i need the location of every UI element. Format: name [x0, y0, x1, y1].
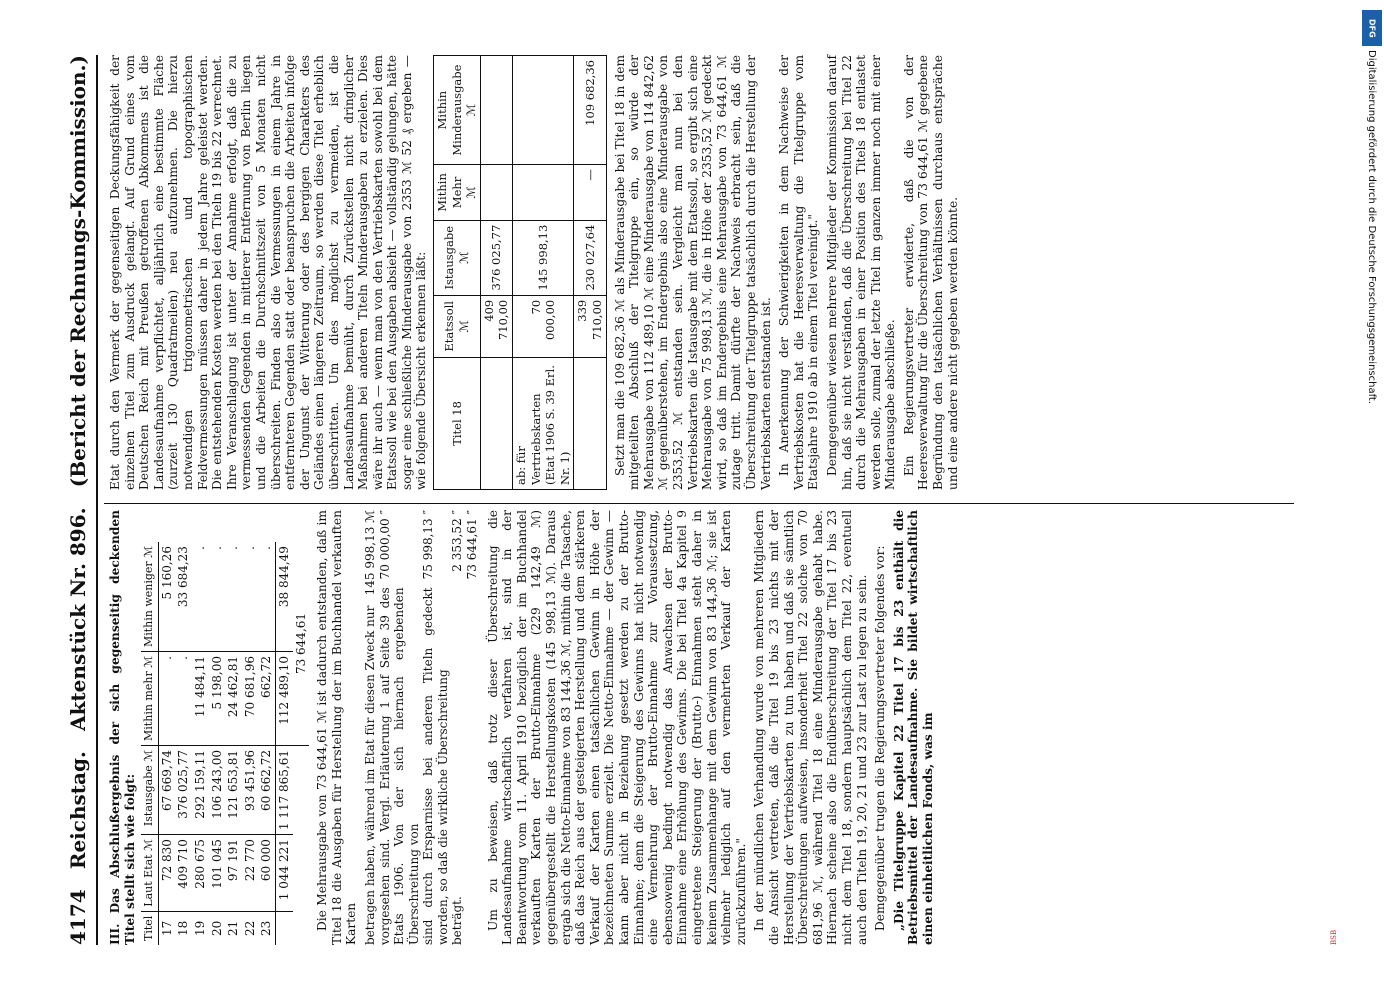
header-right-title: (Bericht der Rechnungs-Kommission.) — [66, 55, 90, 488]
calc-row — [363, 510, 378, 945]
titel18-table — [433, 55, 607, 490]
table-cell: 70 681,96 — [242, 652, 259, 746]
calc-row — [378, 510, 422, 945]
table-cell: 376 025,77 — [480, 220, 512, 295]
paragraph: In der mündlichen Verhandlung wurde von mehreren Mitgliedern die Ansicht vertreten, daß die Titel 19 bis 23 nichts mit der Herstellung der Vertriebskarten zu tun haben und daß sie sämtlich Überschreitungen aufweisen, insonderheit Titel 22 solche von 70 681,96 ℳ, während Titel 18 eine Minderausgabe gehabt habe. Hiernach scheine also die Endüberschreitung der Titel 17 bis 23 nicht dem Titel 18, sondern hauptsächlich dem Titel 22, eventuell auch den Titeln 19, 20, 21 und 23 zur Last zu legen zu sein. — [752, 510, 869, 945]
table-row — [175, 542, 192, 945]
table-cell: 22 — [242, 920, 257, 936]
table-net-row — [293, 542, 310, 945]
table-cell — [480, 56, 512, 165]
paragraph: Etat durch den Vermerk der gegenseitigen Deckungsfähigkeit der einzelnen Titel zum Ausdruck gelangt. Auf Grund eines vom Deutschen Reich mit Preußen getroffenen Abkommens ist die Landesaufnahme verpflichtet, alljährlich eine bestimmte Fläche (zurzeit 130 Quadratmeilen) neu aufzunehmen. Die hierzu notwendigen trigonometrischen und topographischen Feldvermessungen müssen daher in jedem Jahre geleistet werden. Die entstehenden Kosten werden bei den Titeln 19 bis 22 verrechnet. Ihre Veranschlagung ist unter der Annahme erfolgt, daß die zu vermessenden Gegenden in mittlerer Entfernung von Berlin liegen und die Arbeiten die Durchschnittszeit von 5 Monaten nicht überschreiten. Finden also die Vermessungen in einem Jahre in entfernteren Gegenden statt oder beanspruchen die Arbeiten infolge der Ungunst der Witterung oder des bergigen Charakters des Geländes einen längeren Zeitraum, so werden diese Titel erheblich überschritten. Um dies möglichst zu vermeiden, ist die Landesaufnahme bemüht, durch Zurückstellen nicht dringlicher Maßnahmen bei anderen Titeln Minderausgaben zu erzielen. Dies wäre ihr auch — wenn man von den Vertriebskarten sowohl bei dem Etatssoll wie bei den Ausgaben absieht — vollständig gelungen, hätte sogar eine schließliche Minderausgabe von 2353 ℳ 52 ₰ ergeben — wie folgende Übersicht erkennen läßt: — [108, 55, 429, 490]
table-cell: 409 710,00 — [480, 295, 512, 357]
col-header: Laut Etat ℳ — [141, 835, 158, 912]
calc-value: 73 644,61 ″ — [465, 510, 480, 580]
calculation-block — [363, 510, 480, 945]
footer-stamp: BSB — [1330, 929, 1338, 945]
table-cell: — — [574, 165, 606, 221]
calc-row — [450, 510, 465, 945]
table-cell: 72 830 — [158, 835, 175, 912]
calc-row — [421, 510, 450, 945]
header-center-title: Aktenstück Nr. 896. — [66, 507, 90, 731]
table-row — [513, 56, 574, 490]
col-header: Titel 18 — [434, 357, 481, 489]
table-cell: 21 — [226, 920, 241, 936]
paragraph: Demgegenüber wiesen mehrere Mitglieder der Kommission darauf hin, daß sie nicht verständen, daß die Überschreitung bei Titel 22 durch die Mehrausgaben in einer Position des Titels 18 entlastet werden solle, zumal der letzte Titel im ganzen immer noch mit einer Minderausgabe abschließe. — [824, 55, 898, 490]
section-intro: III. Das Abschlußergebnis der sich gegenseitig deckenden Titel stellt sich wie folgt: — [108, 510, 137, 945]
table-header-row — [434, 56, 481, 490]
side-note — [1362, 10, 1382, 990]
table-cell: 20 — [209, 920, 224, 936]
table-cell: 106 243,00 — [209, 745, 226, 834]
col-header: Mithin mehr ℳ — [141, 652, 158, 746]
table-cell: . — [192, 542, 209, 651]
table-row — [258, 542, 275, 945]
col-header: Mithin Mehr ℳ — [434, 165, 481, 221]
col-header: Istausgabe ℳ — [434, 220, 481, 295]
net-value: 73 644,61 — [293, 542, 310, 745]
table-row — [480, 56, 512, 490]
table-cell: . — [258, 542, 275, 651]
table-cell: 409 710 — [175, 835, 192, 912]
dfg-logo: DFG — [1362, 10, 1382, 46]
calc-value: 70 000,00 ″ — [377, 510, 392, 580]
table-sum-row — [275, 542, 292, 945]
calc-text: vorgesehen sind. Vergl. Erläuterung 1 auf Seite 39 des Etats 1906. Von der sich hiernach ergebenden Überschreitung von — [377, 587, 421, 945]
calc-value: 75 998,13 ″ — [421, 510, 436, 580]
table-cell: . — [242, 542, 259, 651]
table-cell: 60 000 — [258, 835, 275, 912]
table-cell: 22 770 — [242, 835, 259, 912]
table-row — [192, 542, 209, 945]
table-row — [242, 542, 259, 945]
table-row — [225, 542, 242, 945]
table-cell: 93 451,96 — [242, 745, 259, 834]
col-header: Mithin weniger ℳ — [141, 542, 158, 651]
calc-row — [465, 510, 480, 945]
table-cell: . — [209, 542, 226, 651]
header-rule — [96, 55, 98, 945]
table-cell: 121 653,81 — [225, 745, 242, 834]
col-header: Mithin Minderausgabe ℳ — [434, 56, 481, 165]
paragraph: In Anerkennung der Schwierigkeiten in dem Nachweise der Vertriebskosten hat die Heeresverwaltung die Titelgruppe vom Etatsjahre 1910 ab in einem Titel vereinigt." — [777, 55, 821, 490]
table-cell — [574, 357, 606, 489]
table-cell — [480, 165, 512, 221]
table-row — [209, 542, 226, 945]
calc-text: beträgt. — [450, 896, 465, 945]
calc-text: sind durch Ersparnisse bei anderen Titeln gedeckt worden, so daß die wirkliche Überschreitung — [421, 587, 450, 945]
table-cell: 1 044 221 — [275, 835, 292, 912]
table-cell: . — [158, 652, 175, 746]
col-header: Titel — [141, 911, 158, 945]
col-header: Etatssoll ℳ — [434, 295, 481, 357]
table-cell: 376 025,77 — [175, 745, 192, 834]
table-cell: 38 844,49 — [275, 542, 292, 651]
table-cell: 230 027,64 — [574, 220, 606, 295]
paragraph: Setzt man die 109 682,36 ℳ als Minderausgabe bei Titel 18 in dem mitgeteilten Abschluß der Titelgruppe ein, so würde der Mehrausgabe von 112 489,10 ℳ eine Minderausgabe von 114 842,62 ℳ gegenüberstehen, im Endergebnis also eine Minderausgabe von 2353,52 ℳ entstanden sein. Vergleicht man nun bei den Vertriebskarten die Istausgabe mit dem Etatssoll, so ergibt sich eine Mehrausgabe von 75 998,13 ℳ, die in Höhe der 2353,52 ℳ gedeckt wird, so daß im Endergebnis eine Mehrausgabe von 73 644,61 ℳ zutage tritt. Damit dürfte der Nachweis erbracht sein, daß die Überschreitung der Titelgruppe tatsächlich durch die Herstellung der Vertriebskarten entstanden ist. — [612, 55, 773, 490]
table-cell: 5 198,00 — [209, 652, 226, 746]
calc-value: 145 998,13 ℳ — [362, 510, 377, 596]
table-cell: 339 710,00 — [574, 295, 606, 357]
calc-text: betragen haben, während im Etat für diesen Zweck nur — [362, 605, 377, 945]
page-number: 4174 — [66, 889, 90, 945]
table-cell: 280 675 — [192, 835, 209, 912]
table-cell: 662,72 — [258, 652, 275, 746]
table-cell: 33 684,23 — [175, 542, 192, 651]
table-cell: . — [175, 652, 192, 746]
column-divider — [104, 503, 1294, 504]
paragraph: Ein Regierungsvertreter erwiderte, daß die von der Heeresverwaltung für die Überschreitung von 73 644,61 ℳ gegebene Begründung den tatsächlichen Verhältnissen durchaus entspräche und eine andere nicht gegeben werden könnte. — [901, 55, 960, 490]
col-header: Istausgabe ℳ — [141, 745, 158, 834]
abschluss-table — [141, 542, 309, 945]
table-cell: 11 484,11 — [192, 652, 209, 746]
calc-value: 2 353,52 ″ — [450, 510, 465, 572]
table-cell: 17 — [159, 920, 174, 936]
table-cell: 70 000,00 — [513, 295, 574, 357]
table-cell — [513, 165, 574, 221]
table-cell — [293, 745, 310, 945]
right-column — [108, 55, 964, 490]
table-cell: 67 669,74 — [158, 745, 175, 834]
table-row — [158, 542, 175, 945]
paragraph: Demgegenüber trugen die Regierungsvertreter folgendes vor: — [873, 545, 888, 931]
table-cell — [275, 911, 292, 945]
table-cell: 60 662,72 — [258, 745, 275, 834]
digitization-note: Digitalisierung gefördert durch die Deutsche Forschungsgemeinschaft. — [1366, 50, 1377, 405]
table-cell: 145 998,13 — [513, 220, 574, 295]
table-cell: 24 462,81 — [225, 652, 242, 746]
table-cell: 1 117 865,61 — [275, 745, 292, 834]
table-cell: 5 160,26 — [158, 542, 175, 651]
table-header-row — [141, 542, 158, 945]
table-sum-row — [574, 56, 606, 490]
table-cell: . — [225, 542, 242, 651]
page-header — [58, 55, 98, 945]
left-column — [108, 510, 939, 945]
paragraph: Um zu beweisen, daß trotz dieser Überschreitung die Landesaufnahme wirtschaftlich verfahren ist, sind in der Beantwortung vom 11. April 1910 bezüglich der im Buchhandel verkauften Karten der Brutto-Einnahme (229 142,49 ℳ) gegenübergestellt die Herstellungskosten (145 998,13 ℳ). Daraus ergab sich die Netto-Einnahme von 83 144,36 ℳ, mithin die Tatsache, daß das Reich aus der gesteigerten Herstellung und dem stärkeren Verkauf der Karten einen tatsächlichen Gewinn in Höhe der bezeichneten Summe erzielt. Die Netto-Einnahme — der Gewinn — kann aber nicht in Beziehung gesetzt werden zu der Brutto-Einnahme; denn die Steigerung des Gewinns hat nicht notwendig eine Vermehrung der Brutto-Einnahme zur Voraussetzung, ebensowenig bedingt notwendig das Anwachsen der Brutto-Einnahme eine Erhöhung des Gewinns. Die bei Titel 4a Kapitel 9 eingetretene Steigerung der (Brutto-) Einnahmen steht daher in keinem Zusammenhange mit dem Gewinn von 83 144,36 ℳ; sie ist vielmehr lediglich auf den vermehrten Verkauf der Karten zurückzuführen." — [485, 510, 748, 945]
paragraph: Die Mehrausgabe von 73 644,61 ℳ ist dadurch entstanden, daß im Titel 18 die Ausgaben für Herstellung der im Buchhandel verkauften Karten — [315, 510, 359, 945]
table-cell: 112 489,10 — [275, 652, 292, 746]
table-cell: 109 682,36 — [574, 56, 606, 165]
table-cell: 23 — [259, 920, 274, 936]
table-cell: 292 159,11 — [192, 745, 209, 834]
table-cell: 19 — [192, 920, 207, 936]
table-cell: 18 — [176, 920, 191, 936]
table-cell: 97 191 — [225, 835, 242, 912]
paragraph: „Die Titelgruppe Kapitel 22 Titel 17 bis 23 enthält die Betriebsmittel der Landesaufnahme. Sie bildet wirtschaftlich einen einheitlichen Fonds, was im — [891, 510, 935, 945]
table-cell: 101 045 — [209, 835, 226, 912]
table-cell — [480, 357, 512, 489]
table-cell — [513, 56, 574, 165]
header-left-title: Reichstag. — [66, 751, 90, 870]
table-cell: ab: für Vertriebskarten (Etat 1906 S. 39 Erl. Nr. 1) — [513, 357, 574, 489]
